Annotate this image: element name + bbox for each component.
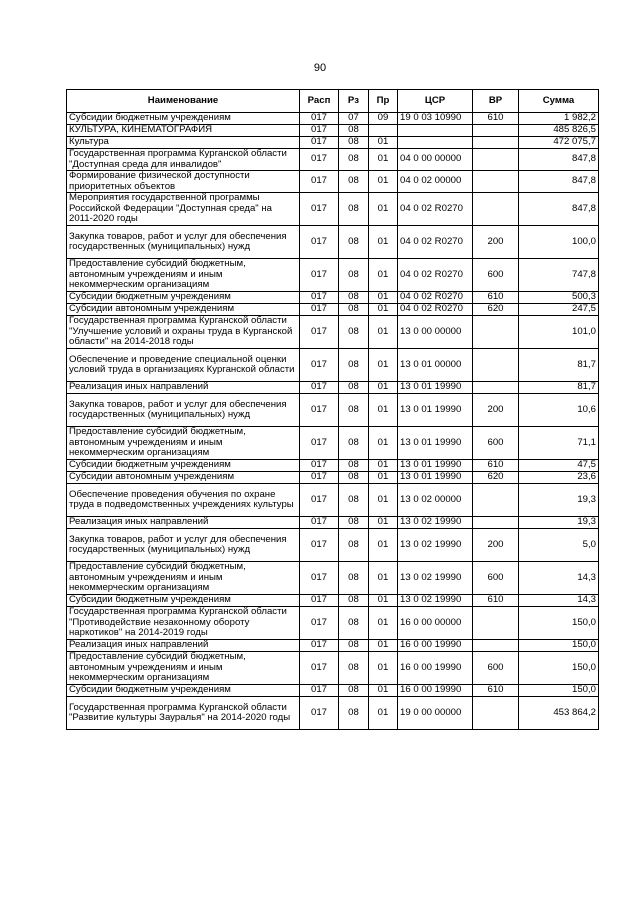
row-csr-cell: 04 0 02 R0270 [398,304,473,316]
row-vr-cell: 620 [473,304,519,316]
row-sum-cell: 47,5 [519,460,599,472]
row-sum-cell: 150,0 [519,685,599,697]
row-csr-cell: 13 0 01 19990 [398,472,473,484]
row-vr-cell [473,171,519,193]
row-rz-cell: 08 [339,171,369,193]
row-name-cell: Субсидии автономным учреждениям [67,472,300,484]
row-rasp-cell: 017 [300,685,339,697]
row-vr-cell: 200 [473,529,519,562]
table-row [67,226,599,259]
row-pr-cell [369,125,398,137]
row-csr-cell: 04 0 02 R0270 [398,259,473,292]
row-pr-cell: 01 [369,517,398,529]
row-rz-cell: 08 [339,226,369,259]
row-vr-cell [473,640,519,652]
budget-table [66,89,599,730]
row-csr-cell: 13 0 02 19990 [398,517,473,529]
row-rz-cell: 08 [339,685,369,697]
row-pr-cell: 01 [369,562,398,595]
row-rz-cell: 08 [339,193,369,226]
row-name-cell: Предоставление субсидий бюджетным, автономным учреждениям и иным некоммерческим организациям [67,562,300,595]
row-csr-cell: 13 0 00 00000 [398,316,473,349]
table-row [67,472,599,484]
row-pr-cell: 01 [369,304,398,316]
row-vr-cell: 600 [473,427,519,460]
row-rz-cell: 08 [339,460,369,472]
row-rasp-cell: 017 [300,171,339,193]
table-header-row [67,90,599,113]
row-sum-cell: 500,3 [519,292,599,304]
row-rz-cell: 08 [339,304,369,316]
header-rasp: Расп [300,90,339,113]
row-pr-cell: 01 [369,460,398,472]
row-csr-cell: 04 0 00 00000 [398,149,473,171]
row-rasp-cell: 017 [300,226,339,259]
row-rz-cell: 08 [339,697,369,730]
row-vr-cell [473,607,519,640]
row-rasp-cell: 017 [300,149,339,171]
row-name-cell: Субсидии бюджетным учреждениям [67,685,300,697]
row-sum-cell: 1 982,2 [519,113,599,125]
table-row [67,304,599,316]
row-pr-cell: 01 [369,316,398,349]
table-row [67,149,599,171]
table-body [67,113,599,730]
row-rasp-cell: 017 [300,394,339,427]
row-vr-cell [473,697,519,730]
table-row [67,394,599,427]
row-csr-cell: 13 0 02 19990 [398,595,473,607]
row-rz-cell: 08 [339,349,369,382]
row-sum-cell: 472 075,7 [519,137,599,149]
row-rasp-cell: 017 [300,304,339,316]
row-vr-cell [473,484,519,517]
row-sum-cell: 81,7 [519,349,599,382]
row-vr-cell: 600 [473,652,519,685]
row-name-cell: КУЛЬТУРА, КИНЕМАТОГРАФИЯ [67,125,300,137]
row-rasp-cell: 017 [300,562,339,595]
row-vr-cell [473,316,519,349]
row-rasp-cell: 017 [300,349,339,382]
row-name-cell: Государственная программа Курганской области "Улучшение условий и охраны труда в Курганской области" на 2014-2018 годы [67,316,300,349]
header-name: Наименование [67,90,300,113]
row-rasp-cell: 017 [300,595,339,607]
table-row [67,125,599,137]
row-rz-cell: 08 [339,427,369,460]
row-rz-cell: 08 [339,595,369,607]
row-rasp-cell: 017 [300,460,339,472]
row-name-cell: Обеспечение проведения обучения по охране труда в подведомственных учреждениях культуры [67,484,300,517]
row-rasp-cell: 017 [300,382,339,394]
row-vr-cell: 610 [473,460,519,472]
row-rasp-cell: 017 [300,607,339,640]
row-rz-cell: 08 [339,484,369,517]
row-pr-cell: 01 [369,484,398,517]
table-row [67,259,599,292]
row-csr-cell: 13 0 01 00000 [398,349,473,382]
row-pr-cell: 01 [369,382,398,394]
row-sum-cell: 14,3 [519,562,599,595]
row-sum-cell: 19,3 [519,517,599,529]
row-vr-cell: 620 [473,472,519,484]
row-csr-cell [398,125,473,137]
row-csr-cell: 19 0 03 10990 [398,113,473,125]
row-sum-cell: 485 826,5 [519,125,599,137]
row-pr-cell: 01 [369,652,398,685]
row-rasp-cell: 017 [300,529,339,562]
row-rz-cell: 08 [339,607,369,640]
row-rz-cell: 08 [339,472,369,484]
header-rz: Рз [339,90,369,113]
row-sum-cell: 847,8 [519,171,599,193]
row-sum-cell: 453 864,2 [519,697,599,730]
table-row [67,382,599,394]
row-name-cell: Субсидии автономным учреждениям [67,304,300,316]
row-rasp-cell: 017 [300,697,339,730]
row-name-cell: Государственная программа Курганской области "Развитие культуры Зауралья" на 2014-2020 годы [67,697,300,730]
row-rasp-cell: 017 [300,316,339,349]
row-rz-cell: 08 [339,640,369,652]
table-row [67,607,599,640]
row-vr-cell: 610 [473,292,519,304]
row-name-cell: Субсидии бюджетным учреждениям [67,292,300,304]
row-sum-cell: 247,5 [519,304,599,316]
row-sum-cell: 101,0 [519,316,599,349]
row-name-cell: Реализация иных направлений [67,517,300,529]
row-rasp-cell: 017 [300,427,339,460]
row-rz-cell: 08 [339,316,369,349]
row-name-cell: Мероприятия государственной программы Российской Федерации "Доступная среда" на 2011-2020 годы [67,193,300,226]
row-rasp-cell: 017 [300,259,339,292]
row-sum-cell: 23,6 [519,472,599,484]
row-vr-cell: 200 [473,394,519,427]
table-row [67,427,599,460]
row-vr-cell [473,149,519,171]
row-csr-cell: 16 0 00 19990 [398,685,473,697]
row-name-cell: Государственная программа Курганской области "Противодействие незаконному обороту наркотиков" на 2014-2019 годы [67,607,300,640]
row-rz-cell: 07 [339,113,369,125]
row-csr-cell: 04 0 02 R0270 [398,292,473,304]
row-csr-cell: 13 0 01 19990 [398,460,473,472]
table-row [67,316,599,349]
row-rz-cell: 08 [339,125,369,137]
table-row [67,292,599,304]
table-row [67,113,599,125]
header-sum: Сумма [519,90,599,113]
row-sum-cell: 150,0 [519,607,599,640]
row-vr-cell [473,382,519,394]
row-pr-cell: 01 [369,685,398,697]
row-rz-cell: 08 [339,394,369,427]
row-sum-cell: 747,8 [519,259,599,292]
row-name-cell: Обеспечение и проведение специальной оценки условий труда в организациях Курганской области [67,349,300,382]
row-csr-cell: 13 0 02 00000 [398,484,473,517]
table-row [67,171,599,193]
table-row [67,595,599,607]
row-csr-cell: 04 0 02 R0270 [398,226,473,259]
row-rasp-cell: 017 [300,517,339,529]
row-sum-cell: 847,8 [519,193,599,226]
row-rz-cell: 08 [339,652,369,685]
row-pr-cell: 01 [369,349,398,382]
row-name-cell: Предоставление субсидий бюджетным, автономным учреждениям и иным некоммерческим организациям [67,427,300,460]
row-vr-cell [473,125,519,137]
row-name-cell: Закупка товаров, работ и услуг для обеспечения государственных (муниципальных) нужд [67,394,300,427]
row-csr-cell: 16 0 00 19990 [398,640,473,652]
row-rasp-cell: 017 [300,472,339,484]
row-name-cell: Формирование физической доступности приоритетных объектов [67,171,300,193]
row-sum-cell: 10,6 [519,394,599,427]
row-rz-cell: 08 [339,292,369,304]
row-csr-cell [398,137,473,149]
row-sum-cell: 19,3 [519,484,599,517]
row-name-cell: Государственная программа Курганской области "Доступная среда для инвалидов" [67,149,300,171]
row-rasp-cell: 017 [300,113,339,125]
row-csr-cell: 19 0 00 00000 [398,697,473,730]
row-pr-cell: 01 [369,149,398,171]
row-rasp-cell: 017 [300,292,339,304]
row-rz-cell: 08 [339,137,369,149]
row-pr-cell: 01 [369,607,398,640]
page-number: 90 [313,62,327,74]
row-csr-cell: 04 0 02 00000 [398,171,473,193]
row-csr-cell: 13 0 01 19990 [398,382,473,394]
table-row [67,562,599,595]
row-rz-cell: 08 [339,517,369,529]
row-vr-cell: 610 [473,595,519,607]
row-rz-cell: 08 [339,259,369,292]
row-name-cell: Закупка товаров, работ и услуг для обеспечения государственных (муниципальных) нужд [67,529,300,562]
row-vr-cell: 610 [473,685,519,697]
table-row [67,685,599,697]
row-vr-cell [473,193,519,226]
row-pr-cell: 01 [369,171,398,193]
table-row [67,137,599,149]
row-sum-cell: 5,0 [519,529,599,562]
row-name-cell: Закупка товаров, работ и услуг для обеспечения государственных (муниципальных) нужд [67,226,300,259]
row-rz-cell: 08 [339,149,369,171]
row-name-cell: Предоставление субсидий бюджетным, автономным учреждениям и иным некоммерческим организациям [67,259,300,292]
table-row [67,640,599,652]
row-pr-cell: 01 [369,697,398,730]
row-sum-cell: 100,0 [519,226,599,259]
header-csr: ЦСР [398,90,473,113]
row-csr-cell: 13 0 02 19990 [398,562,473,595]
table-row [67,460,599,472]
row-vr-cell: 600 [473,259,519,292]
row-name-cell: Субсидии бюджетным учреждениям [67,595,300,607]
row-csr-cell: 04 0 02 R0270 [398,193,473,226]
row-pr-cell: 01 [369,595,398,607]
row-name-cell: Предоставление субсидий бюджетным, автономным учреждениям и иным некоммерческим организациям [67,652,300,685]
row-name-cell: Реализация иных направлений [67,382,300,394]
row-sum-cell: 71,1 [519,427,599,460]
header-pr: Пр [369,90,398,113]
row-sum-cell: 150,0 [519,640,599,652]
row-rasp-cell: 017 [300,193,339,226]
row-pr-cell: 01 [369,529,398,562]
row-sum-cell: 81,7 [519,382,599,394]
row-name-cell: Субсидии бюджетным учреждениям [67,460,300,472]
row-rasp-cell: 017 [300,640,339,652]
row-rasp-cell: 017 [300,137,339,149]
row-rasp-cell: 017 [300,652,339,685]
row-pr-cell: 01 [369,259,398,292]
row-pr-cell: 09 [369,113,398,125]
table-row [67,697,599,730]
table-row [67,193,599,226]
table-row [67,652,599,685]
row-sum-cell: 14,3 [519,595,599,607]
row-pr-cell: 01 [369,137,398,149]
row-pr-cell: 01 [369,193,398,226]
row-vr-cell: 600 [473,562,519,595]
row-csr-cell: 13 0 01 19990 [398,394,473,427]
row-rasp-cell: 017 [300,125,339,137]
row-pr-cell: 01 [369,292,398,304]
row-vr-cell [473,517,519,529]
row-pr-cell: 01 [369,640,398,652]
row-rz-cell: 08 [339,529,369,562]
table-row [67,349,599,382]
header-vr: ВР [473,90,519,113]
row-rz-cell: 08 [339,562,369,595]
row-pr-cell: 01 [369,394,398,427]
row-vr-cell [473,349,519,382]
row-csr-cell: 13 0 01 19990 [398,427,473,460]
row-name-cell: Культура [67,137,300,149]
row-vr-cell: 610 [473,113,519,125]
row-name-cell: Субсидии бюджетным учреждениям [67,113,300,125]
row-pr-cell: 01 [369,472,398,484]
row-csr-cell: 13 0 02 19990 [398,529,473,562]
row-vr-cell [473,137,519,149]
row-csr-cell: 16 0 00 19990 [398,652,473,685]
table-row [67,517,599,529]
row-sum-cell: 150,0 [519,652,599,685]
row-vr-cell: 200 [473,226,519,259]
row-pr-cell: 01 [369,226,398,259]
row-csr-cell: 16 0 00 00000 [398,607,473,640]
row-name-cell: Реализация иных направлений [67,640,300,652]
row-sum-cell: 847,8 [519,149,599,171]
row-pr-cell: 01 [369,427,398,460]
table-row [67,529,599,562]
row-rz-cell: 08 [339,382,369,394]
row-rasp-cell: 017 [300,484,339,517]
table-row [67,484,599,517]
